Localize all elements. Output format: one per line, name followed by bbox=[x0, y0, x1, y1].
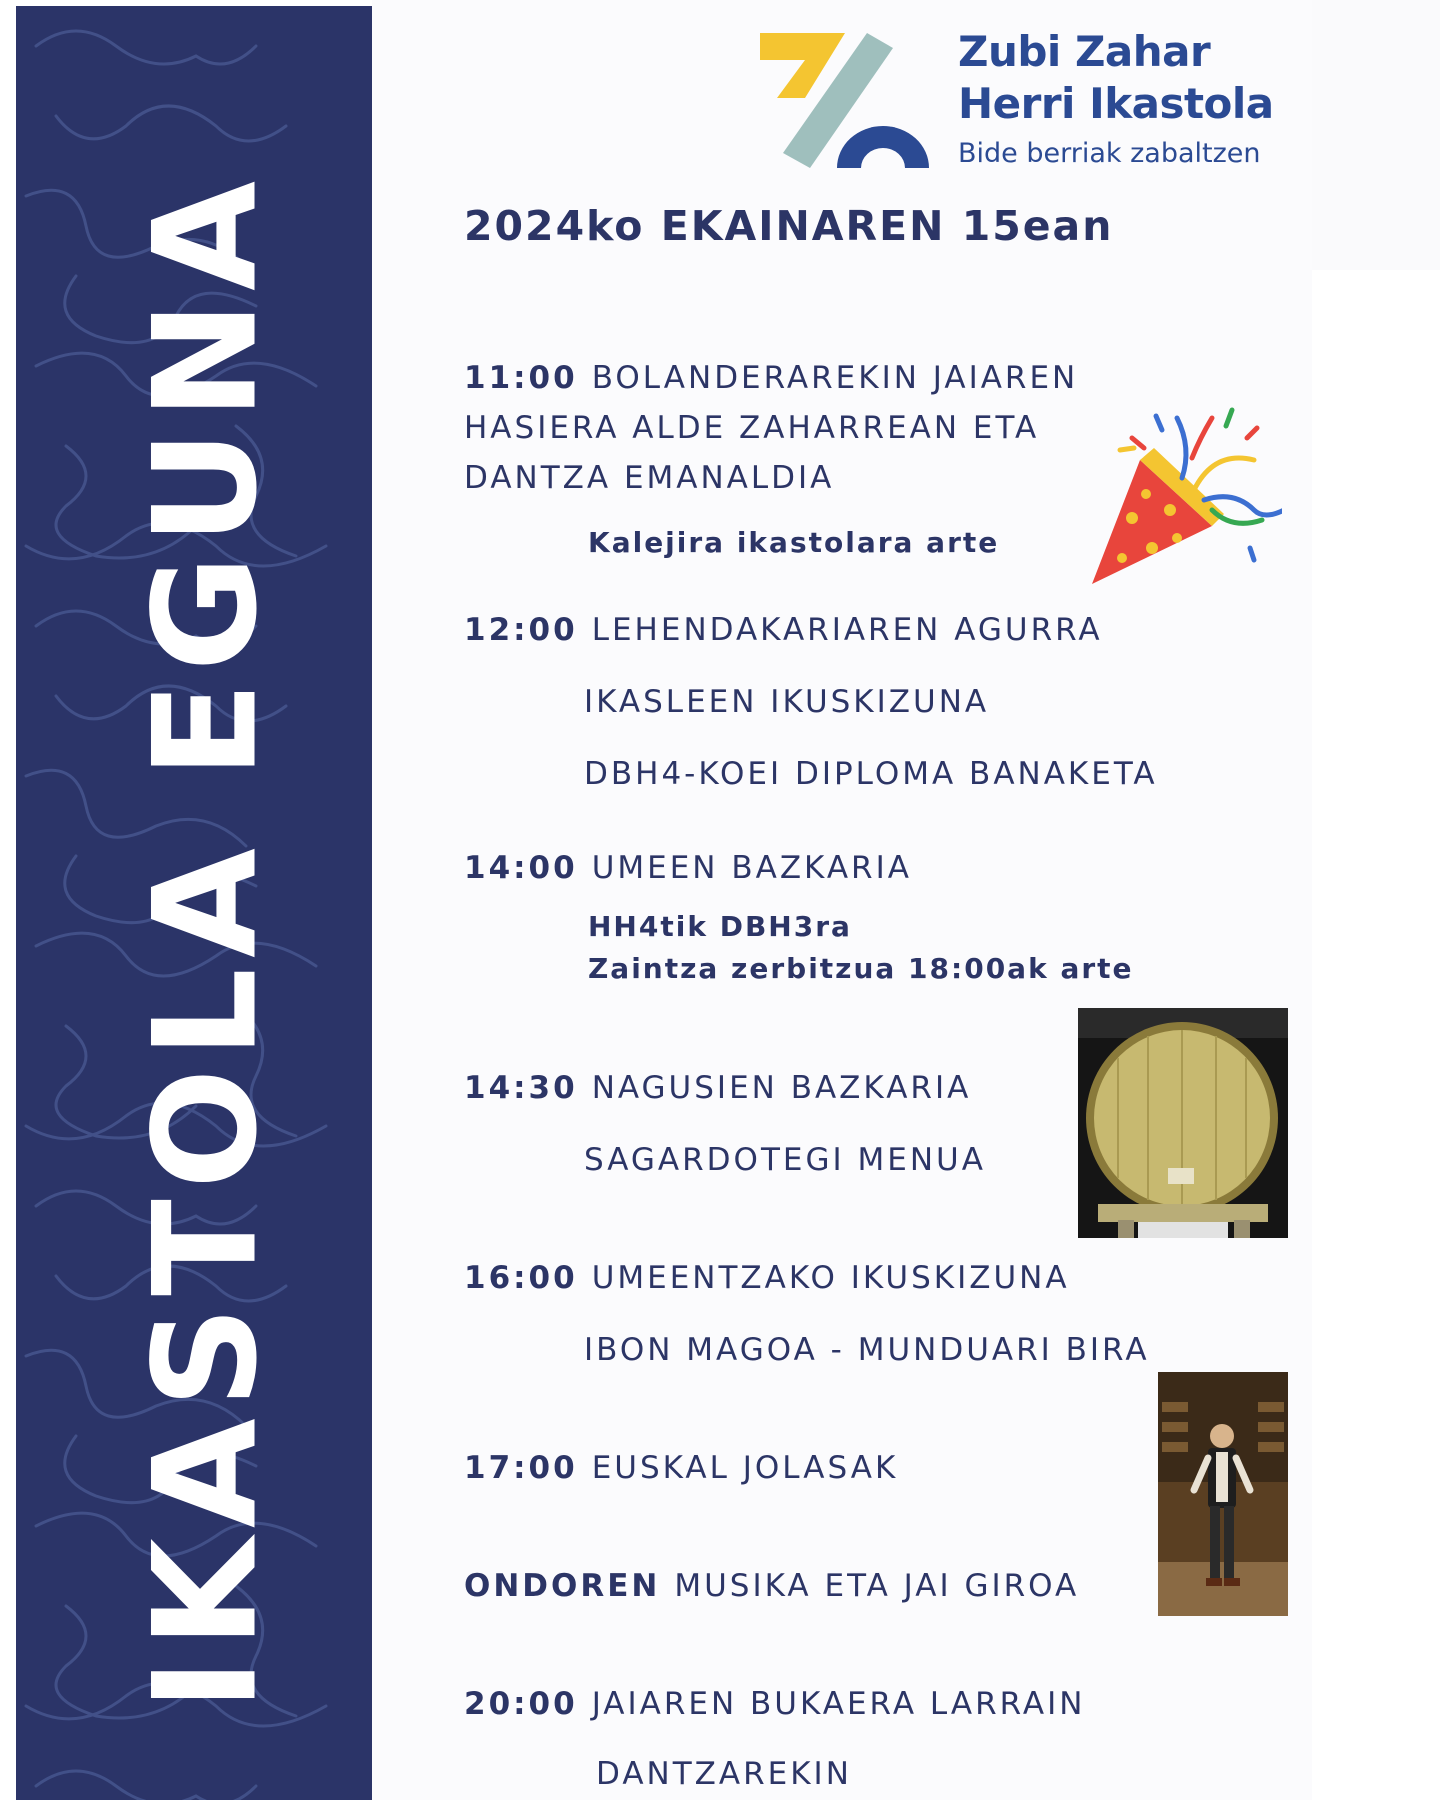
event-time: ONDOREN bbox=[464, 1568, 661, 1604]
schedule-item-1430 bbox=[464, 1070, 971, 1106]
schedule-item-ondoren bbox=[464, 1568, 1079, 1604]
event-time: 16:00 bbox=[464, 1260, 578, 1296]
logo-name bbox=[958, 26, 1274, 130]
event-date: 2024ko EKAINAREN 15ean bbox=[464, 202, 1114, 250]
event-line: DANTZA EMANALDIA bbox=[464, 460, 835, 496]
event-line: DANTZAREKIN bbox=[596, 1756, 852, 1792]
event-time: 14:30 bbox=[464, 1070, 578, 1106]
event-title: UMEEN BAZKARIA bbox=[591, 850, 912, 886]
event-title: UMEENTZAKO IKUSKIZUNA bbox=[591, 1260, 1070, 1296]
logo-name-line2: Herri Ikastola bbox=[958, 79, 1274, 128]
event-subtitle: Kalejira ikastolara arte bbox=[588, 526, 1000, 559]
event-title: NAGUSIEN BAZKARIA bbox=[591, 1070, 972, 1106]
party-popper-icon bbox=[1082, 398, 1282, 588]
right-strip bbox=[1312, 0, 1440, 270]
event-subtitle: Zaintza zerbitzua 18:00ak arte bbox=[588, 952, 1134, 985]
logo-tagline: Bide berriak zabaltzen bbox=[958, 138, 1261, 169]
logo-name-line1: Zubi Zahar bbox=[958, 27, 1211, 76]
schedule-item-2000 bbox=[464, 1686, 1085, 1722]
side-band bbox=[16, 6, 372, 1800]
event-line: DBH4-KOEI DIPLOMA BANAKETA bbox=[584, 756, 1158, 792]
event-line: HASIERA ALDE ZAHARREAN ETA bbox=[464, 410, 1040, 446]
event-time: 11:00 bbox=[464, 360, 578, 396]
schedule-item-1100 bbox=[464, 360, 1078, 396]
schedule-item-1700 bbox=[464, 1450, 898, 1486]
event-line: SAGARDOTEGI MENUA bbox=[584, 1142, 986, 1178]
event-line: IKASLEEN IKUSKIZUNA bbox=[584, 684, 990, 720]
wine-barrel-photo bbox=[1078, 1008, 1288, 1238]
event-time: 20:00 bbox=[464, 1686, 578, 1722]
schedule-item-1200 bbox=[464, 612, 1103, 648]
magician-photo bbox=[1158, 1372, 1288, 1616]
schedule-item-1400 bbox=[464, 850, 912, 886]
event-title: JAIAREN BUKAERA LARRAIN bbox=[591, 1686, 1086, 1722]
event-title: LEHENDAKARIAREN AGURRA bbox=[591, 612, 1103, 648]
event-time: 14:00 bbox=[464, 850, 578, 886]
event-time: 17:00 bbox=[464, 1450, 578, 1486]
schedule-item-1600 bbox=[464, 1260, 1070, 1296]
event-line: IBON MAGOA - MUNDUARI BIRA bbox=[584, 1332, 1150, 1368]
event-title: MUSIKA ETA JAI GIROA bbox=[674, 1568, 1080, 1604]
event-title: EUSKAL JOLASAK bbox=[591, 1450, 899, 1486]
logo-icon bbox=[755, 28, 935, 168]
side-title: IKASTOLA EGUNA bbox=[123, 170, 289, 1712]
event-title: BOLANDERAREKIN JAIAREN bbox=[591, 360, 1079, 396]
event-subtitle: HH4tik DBH3ra bbox=[588, 910, 852, 943]
event-time: 12:00 bbox=[464, 612, 578, 648]
